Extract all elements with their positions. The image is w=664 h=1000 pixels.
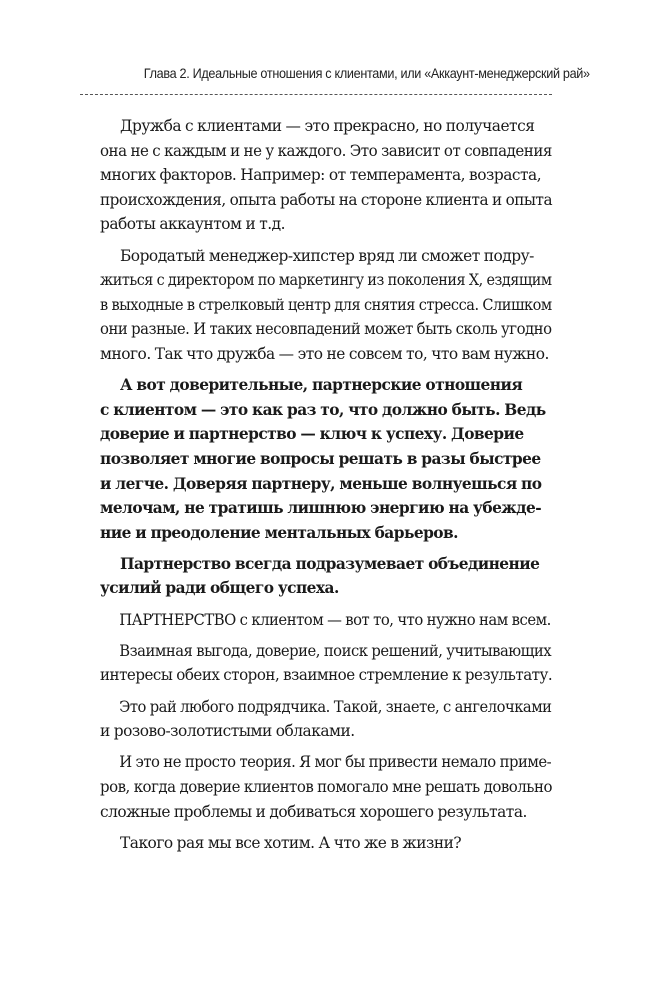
- text-line: они разные. И таких несовпадений может быть сколь угодно: [100, 320, 552, 339]
- header-divider: [80, 94, 552, 95]
- text-line: Это рай любого подрядчика. Такой, знаете, с ангелочками: [119, 697, 552, 716]
- paragraph: [100, 552, 552, 601]
- text-line: и розово-золотистыми облаками.: [100, 722, 355, 741]
- paragraph: [100, 608, 552, 633]
- text-line: усилий ради общего успеха.: [100, 579, 339, 598]
- text-line: позволяет многие вопросы решать в разы быстрее: [100, 449, 541, 468]
- text-line: И это не просто теория. Я мог бы привести немало приме-: [119, 753, 552, 772]
- text-line: много. Так что дружба — это не совсем то, что вам нужно.: [100, 344, 549, 363]
- text-line: в выходные в стрелковый центр для снятия стресса. Слишком: [100, 295, 552, 314]
- text-line: Партнерство всегда подразумевает объединение: [120, 554, 540, 573]
- text-line: ние и преодоление ментальных барьеров.: [100, 523, 458, 542]
- text-line: Дружба с клиентами — это прекрасно, но получается: [120, 117, 535, 135]
- text-line: житься с директором по маркетингу из поколения X, ездящим: [100, 271, 552, 290]
- running-header: Глава 2. Идеальные отношения с клиентами, или «Аккаунт-менеджерский рай»: [143, 66, 590, 81]
- text-line: Бородатый менеджер-хипстер вряд ли сможет подру-: [120, 246, 534, 265]
- paragraph: [100, 373, 552, 545]
- body-text: [100, 114, 552, 862]
- text-line: А вот доверительные, партнерские отношения: [120, 376, 523, 395]
- text-line: и легче. Доверяя партнеру, меньше волнуешься по: [100, 474, 542, 493]
- text-line: интересы обеих сторон, взаимное стремление к результату.: [100, 666, 553, 685]
- paragraph: [100, 639, 552, 688]
- text-line: она не с каждым и не у каждого. Это зависит от совпадения: [100, 141, 552, 160]
- paragraph: [100, 244, 552, 367]
- text-line: мелочам, не тратишь лишнюю энергию на убежде-: [100, 499, 542, 518]
- paragraph: [100, 750, 552, 824]
- text-line: доверие и партнерство — ключ к успеху. Доверие: [100, 425, 524, 444]
- text-line: ров, когда доверие клиентов помогало мне решать довольно: [100, 778, 552, 796]
- paragraph: [100, 695, 552, 744]
- text-line: ПАРТНЕРСТВО с клиентом — вот то, что нужно нам всем.: [119, 610, 551, 629]
- text-line: происхождения, опыта работы на стороне клиента и опыта: [100, 190, 553, 209]
- paragraph: [100, 831, 552, 856]
- text-line: с клиентом — это как раз то, что должно быть. Ведь: [100, 400, 546, 419]
- text-line: сложные проблемы и добиваться хорошего результата.: [100, 802, 527, 821]
- text-line: Такого рая мы все хотим. А что же в жизни?: [120, 833, 462, 852]
- text-line: многих факторов. Например: от темперамента, возраста,: [100, 166, 542, 185]
- text-line: работы аккаунтом и т.д.: [100, 215, 285, 234]
- text-line: Взаимная выгода, доверие, поиск решений, учитывающих: [119, 641, 552, 660]
- paragraph: [100, 114, 552, 237]
